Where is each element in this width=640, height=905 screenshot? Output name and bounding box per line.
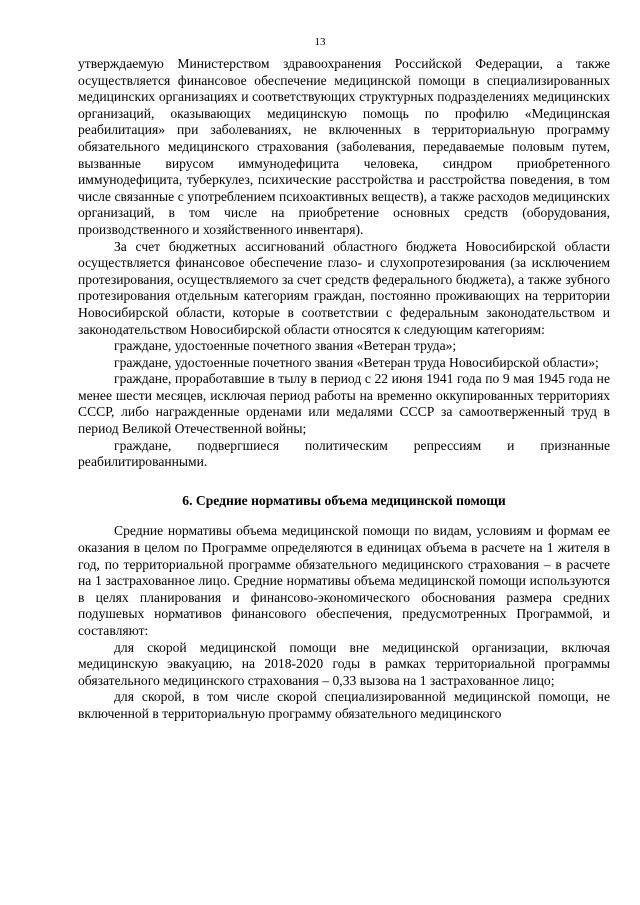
paragraph: для скорой, в том числе скорой специализированной медицинской помощи, не включенной в территориальную программу обязательного медицинского (78, 689, 610, 721)
section-heading: 6. Средние нормативы объема медицинской помощи (182, 492, 506, 508)
document-body (78, 56, 610, 723)
paragraph: для скорой медицинской помощи вне медицинской организации, включая медицинскую эвакуацию, на 2018-2020 годы в рамках территориальной программы обязательного медицинского страхования – 0,33 вызова на 1 застрахованное лицо; (78, 639, 610, 688)
list-item: граждане, удостоенные почетного звания «Ветеран труда»; (114, 338, 457, 354)
page-number: 13 (314, 36, 326, 48)
paragraph: Средние нормативы объема медицинской помощи по видам, условиям и формам ее оказания в целом по Программе определяются в единицах объема в расчете на 1 жителя в год, по территориальной программе обязательного медицинского страхования – в расчете на 1 застрахованное лицо. Средние нормативы объема медицинской помощи используются в целях планирования и финансово-экономического обоснования размера средних подушевых нормативов финансового обеспечения, предусмотренных Программой, и составляют: (78, 523, 610, 638)
paragraph: За счет бюджетных ассигнований областного бюджета Новосибирской области осуществляется финансовое обеспечение глазо- и слухопротезирования (за исключением протезирования, осуществляемого за счет средств федерального бюджета), а также зубного протезирования отдельным категориям граждан, постоянно проживающих на территории Новосибирской области, которые в соответствии с федеральным законодательством и законодательством Новосибирской области относятся к следующим категориям: (78, 238, 610, 337)
list-item: граждане, проработавшие в тылу в период с 22 июня 1941 года по 9 мая 1945 года не менее шести месяцев, исключая период работы на временно оккупированных территориях СССР, либо награжденные орденами или медалями СССР за самоотверженный труд в период Великой Отечественной войны; (78, 371, 610, 437)
list-item: граждане, удостоенные почетного звания «Ветеран труда Новосибирской области»; (114, 354, 599, 370)
list-item: граждане, подвергшиеся политическим репрессиям и признанные реабилитированными. (78, 437, 610, 470)
paragraph: утверждаемую Министерством здравоохранения Российской Федерации, а также осуществляется финансовое обеспечение медицинской помощи в специализированных медицинских организациях и соответствующих структурных подразделениях медицинских организаций, оказывающих медицинскую помощь по профилю «Медицинская реабилитация» при заболеваниях, не включенных в территориальную программу обязательного медицинского страхования (заболевания, передаваемые половым путем, вызванные вирусом иммунодефицита человека, синдром приобретенного иммунодефицита, туберкулез, психические расстройства и расстройства поведения, в том числе связанные с употреблением психоактивных веществ), а также расходов медицинских организаций, в том числе на приобретение основных средств (оборудования, производственного и хозяйственного инвентаря). (78, 56, 610, 237)
